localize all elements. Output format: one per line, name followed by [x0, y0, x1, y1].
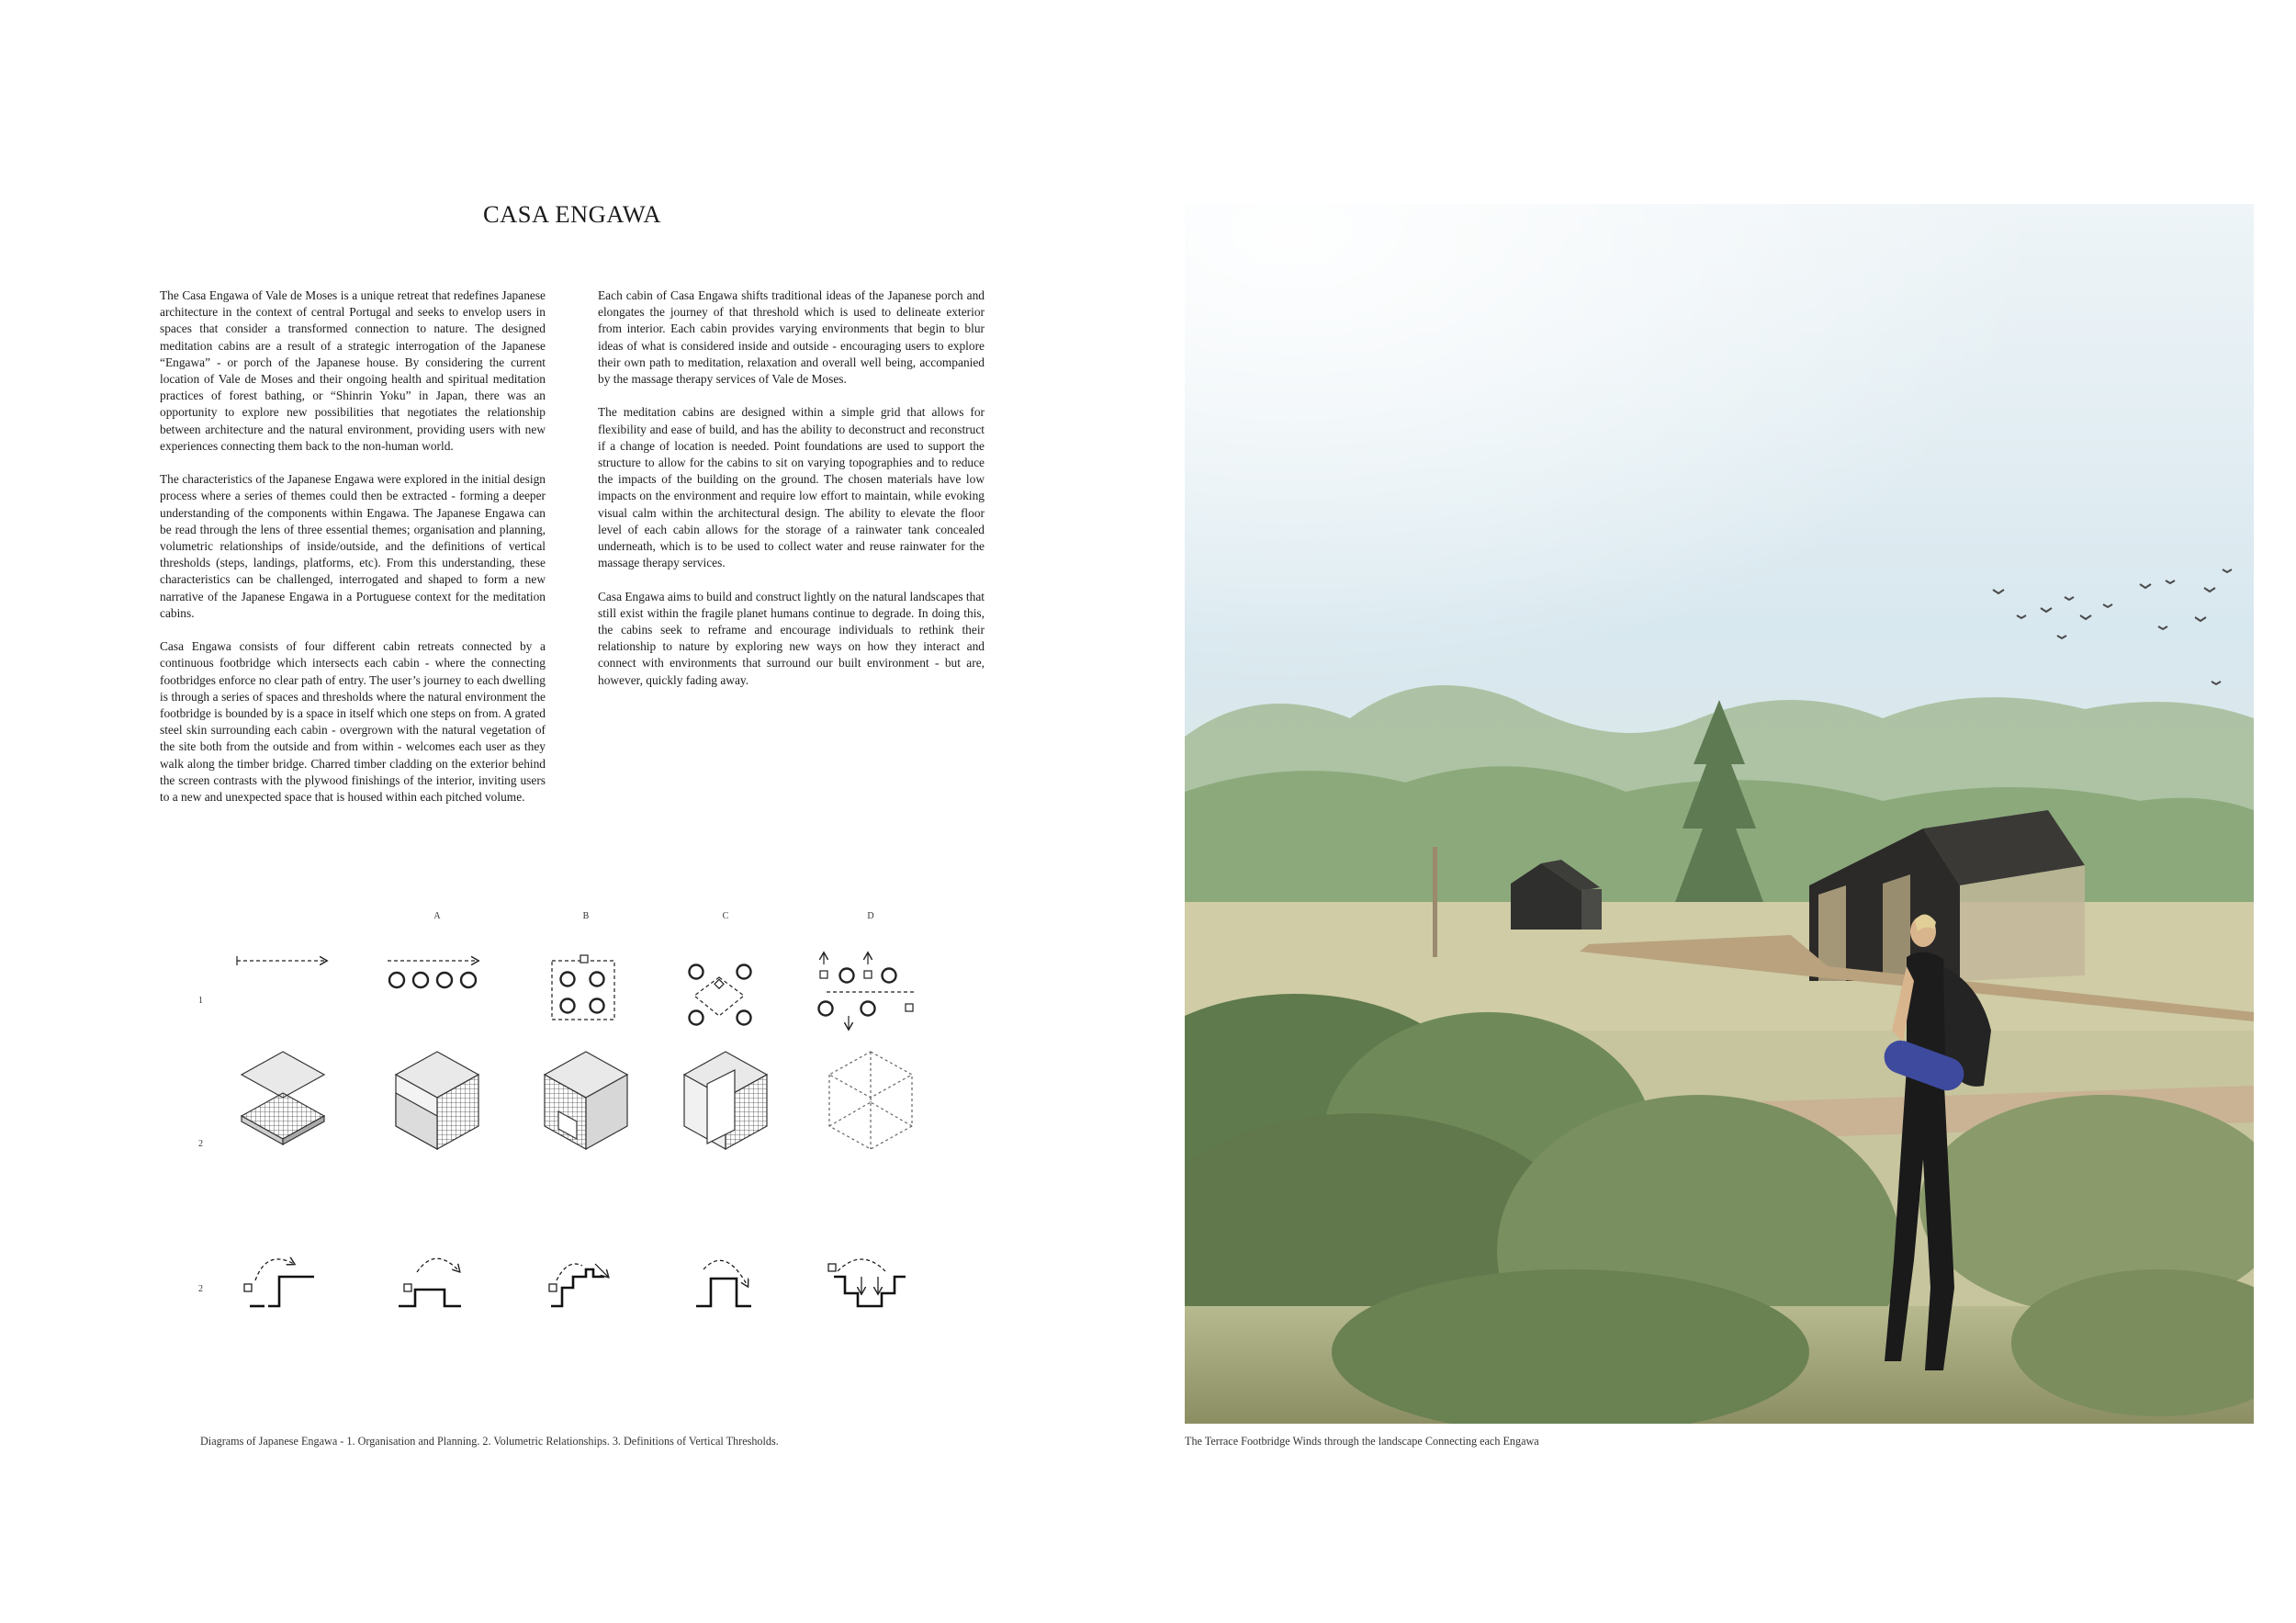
column-label-d: D — [867, 911, 874, 921]
plan-diagram-c — [690, 965, 751, 1025]
paragraph: Casa Engawa consists of four different cabin retreats connected by a continuous footbridge which intersects each cabin - where the connecting footbridges enforce no clear path of entry. The user’s journey to each dwelling is through a series of spaces and thresholds where the natural environment the footbridge is bounded by is a space in itself which one steps on from. A grated steel skin surrounding each cabin - overgrown with the natural vegetation of the site both from the outside and from within - welcomes each user as they walk along the timber bridge. Charred timber cladding on the exterior behind the screen contrasts with the plywood finishings of the interior, inviting users to a new and unexpected space that is housed within each pitched volume. — [160, 639, 546, 805]
rendering-image — [1185, 204, 2254, 1424]
threshold-diagram-c — [696, 1260, 751, 1306]
row-volumetric — [242, 1052, 912, 1149]
paragraph: The characteristics of the Japanese Engawa were explored in the initial design process where a series of themes could then be extracted - forming a deeper understanding of the components within Engawa. The Japanese Engawa can be read through the lens of three essential themes; organisation and planning, volumetric relationships of inside/outside, and the definitions of vertical thresholds (steps, landings, platforms, etc). From this understanding, these characteristics can be challenged, interrogated and shaped to form a new narrative of the Japanese Engawa in a Portuguese context for the meditation cabins. — [160, 472, 546, 620]
paragraph: The meditation cabins are designed within a simple grid that allows for flexibility and ease of build, and has the ability to deconstruct and reconstruct if a change of location is needed. Point foundations are used to support the structure to allow for the cabins to sit on varying topographies and to reduce the impacts of the building on the ground. The chosen materials have low impacts on the environment and require low effort to maintain, while evoking visual calm within the architectural design. The ability to elevate the floor level of each cabin allows for the storage of a rainwater tank concealed underneath, which is to be used to collect water and reuse rainwater for the massage therapy services. — [598, 405, 985, 570]
landscape-rendering — [1185, 204, 2254, 1424]
text-column-left — [160, 287, 546, 822]
volume-diagram-b — [545, 1052, 627, 1149]
row-label-3: 2 — [198, 1284, 203, 1294]
threshold-diagram-a — [399, 1258, 461, 1306]
row-label-2: 2 — [198, 1139, 203, 1149]
plan-diagram-d — [819, 953, 915, 1029]
paragraph: Casa Engawa aims to build and construct lightly on the natural landscapes that still exist within the fragile planet humans continue to degrade. In doing this, the cabins seek to reframe and encourage individuals to rethink their relationship to nature by exploring new ways on how they interact and connect with environments that surround our built environment - but are, however, quickly fading away. — [598, 589, 985, 687]
plan-diagram-0 — [237, 956, 326, 965]
column-label-a: A — [433, 911, 441, 921]
row-thresholds — [244, 1258, 906, 1306]
paragraph: The Casa Engawa of Vale de Moses is a unique retreat that redefines Japanese architecture in the context of central Portugal and seeks to envelop users in spaces that consider a transformed connection to nature. The designed meditation cabins are a result of a strategic interrogation of the Japanese “Engawa” - or porch of the Japanese house. By considering the current location of Vale de Moses and their ongoing health and spiritual meditation practices of forest bathing, or “Shinrin Yoku” in Japan, there was an opportunity to explore new possibilities that negotiates the relationship between architecture and the natural environment, providing users with new experiences connecting them back to the non-human world. — [160, 288, 546, 453]
row-organisation — [237, 953, 914, 1029]
column-label-c: C — [722, 911, 729, 921]
photo-caption: The Terrace Footbridge Winds through the landscape Connecting each Engawa — [1185, 1435, 1539, 1448]
engawa-diagrams — [184, 900, 937, 1332]
row-label-1: 1 — [198, 996, 203, 1006]
diagram-caption: Diagrams of Japanese Engawa - 1. Organisation and Planning. 2. Volumetric Relationships. 3. Definitions of Vertical Thresholds. — [200, 1435, 779, 1448]
volume-diagram-a — [396, 1052, 478, 1149]
volume-diagram-0 — [242, 1052, 324, 1144]
plan-diagram-b — [552, 955, 614, 1020]
threshold-diagram-b — [549, 1264, 608, 1306]
page-title: CASA ENGAWA — [482, 200, 662, 228]
volume-diagram-d — [829, 1052, 912, 1149]
threshold-diagram-0 — [244, 1259, 314, 1306]
plan-diagram-a — [388, 961, 478, 987]
volume-diagram-c — [684, 1052, 767, 1149]
threshold-diagram-d — [828, 1259, 906, 1306]
column-label-b: B — [582, 911, 590, 921]
paragraph: Each cabin of Casa Engawa shifts traditional ideas of the Japanese porch and elongates the journey of that threshold which is used to delineate exterior from interior. Each cabin provides varying environments that begin to blur ideas of what is considered inside and outside - encouraging users to explore their own path to meditation, relaxation and overall well being, accompanied by the massage therapy services of Vale de Moses. — [598, 288, 985, 387]
text-column-right — [598, 287, 985, 705]
